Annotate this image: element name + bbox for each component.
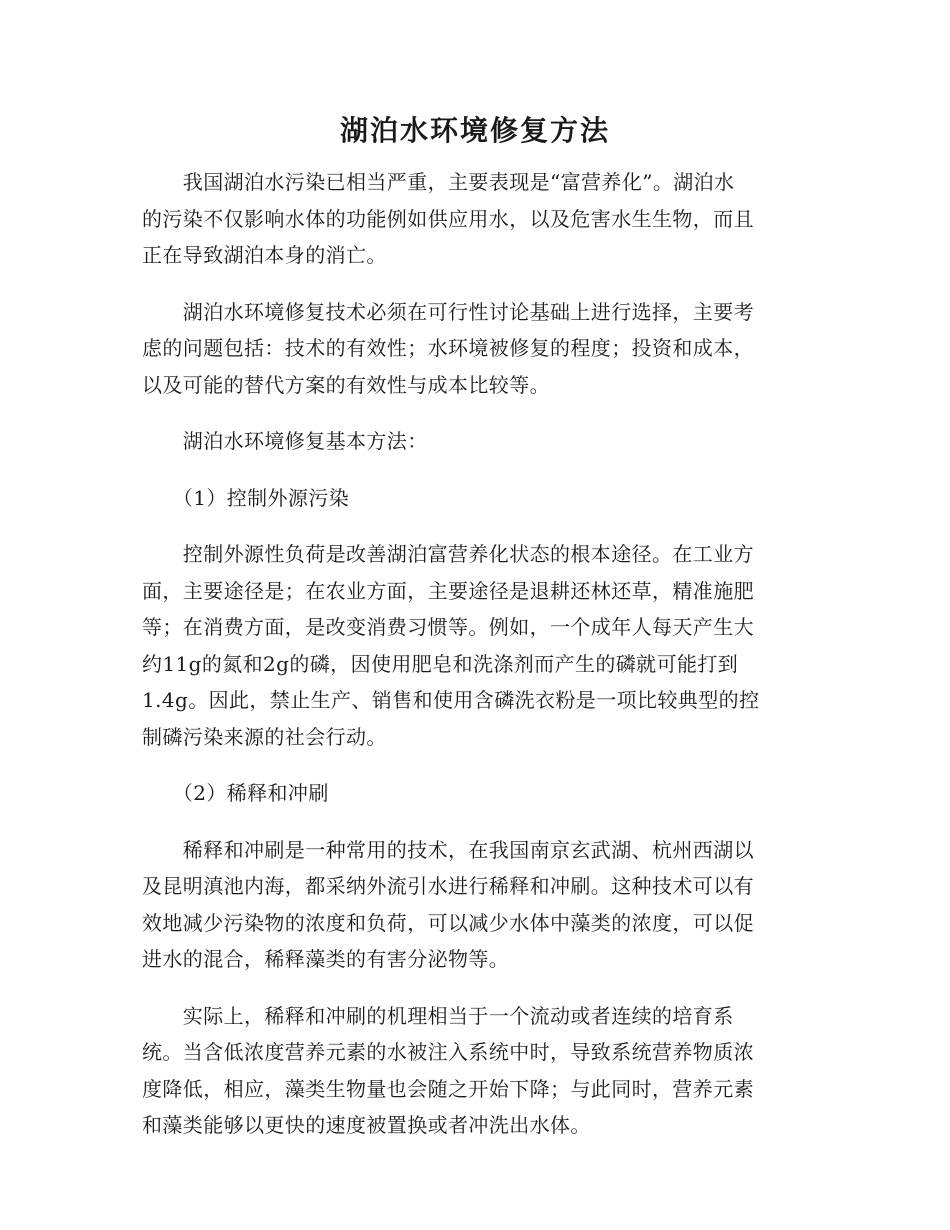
text-line: 制磷污染来源的社会行动。: [142, 724, 387, 749]
text-line: 实际上，稀释和冲刷的机理相当于一个流动或者连续的培育系: [142, 1003, 734, 1028]
section-heading-external-pollution: [142, 480, 810, 517]
text-line: 稀释和冲刷是一种常用的技术，在我国南京玄武湖、杭州西湖以: [142, 837, 754, 862]
paragraph-technology-selection: [142, 294, 810, 404]
text-line: （1）控制外源污染: [142, 485, 350, 510]
text-line: （2）稀释和冲刷: [142, 781, 329, 805]
text-line: 的污染不仅影响水体的功能例如供应用水，以及危害水生生物，而且: [142, 206, 754, 231]
paragraph-intro: [142, 164, 810, 274]
text-line: 统。当含低浓度营养元素的水被注入系统中时，导致系统营养物质浓: [142, 1040, 754, 1064]
text-line: 虑的问题包括：技术的有效性；水环境被修复的程度；投资和成本，: [142, 336, 754, 360]
text-line: 面，主要途径是；在农业方面，主要途径是退耕还林还草，精准施肥: [142, 578, 754, 603]
text-line: 及昆明滇池内海，都采纳外流引水进行稀释和冲刷。这种技术可以有: [142, 874, 754, 898]
text-line: 我国湖泊水污染已相当严重，主要表现是“富营养化”。湖泊水: [142, 170, 735, 194]
paragraph-mechanism: [142, 998, 810, 1144]
paragraph-basic-methods-heading: [142, 423, 810, 460]
text-line: 1.4g。因此，禁止生产、销售和使用含磷洗衣粉是一项比较典型的控: [142, 688, 760, 712]
text-line: 湖泊水环境修复基本方法：: [142, 429, 428, 453]
text-line: 效地减少污染物的浓度和负荷，可以减少水体中藻类的浓度，可以促: [142, 910, 754, 935]
text-line: 控制外源性负荷是改善湖泊富营养化状态的根本途径。在工业方: [142, 542, 754, 566]
text-line: 约11g的氮和2g的磷，因使用肥皂和洗涤剂而产生的磷就可能打到: [142, 651, 739, 676]
text-line: 以及可能的替代方案的有效性与成本比较等。: [142, 372, 550, 397]
text-line: 湖泊水环境修复技术必须在可行性讨论基础上进行选择，主要考: [142, 299, 754, 324]
text-line: 进水的混合，稀释藻类的有害分泌物等。: [142, 947, 510, 971]
text-line: 等；在消费方面，是改变消费习惯等。例如，一个成年人每天产生大: [142, 615, 754, 639]
section-heading-dilution-flushing: [142, 775, 810, 812]
paragraph-dilution-flushing: [142, 832, 810, 978]
document-title: 湖泊水环境修复方法: [339, 114, 610, 147]
text-line: 度降低，相应，藻类生物量也会随之开始下降；与此同时，营养元素: [142, 1076, 754, 1101]
text-line: 和藻类能够以更快的速度被置换或者冲洗出水体。: [142, 1113, 591, 1137]
paragraph-external-pollution: [142, 536, 810, 755]
document-body: [142, 164, 810, 1144]
text-line: 正在导致湖泊本身的消亡。: [142, 243, 387, 267]
